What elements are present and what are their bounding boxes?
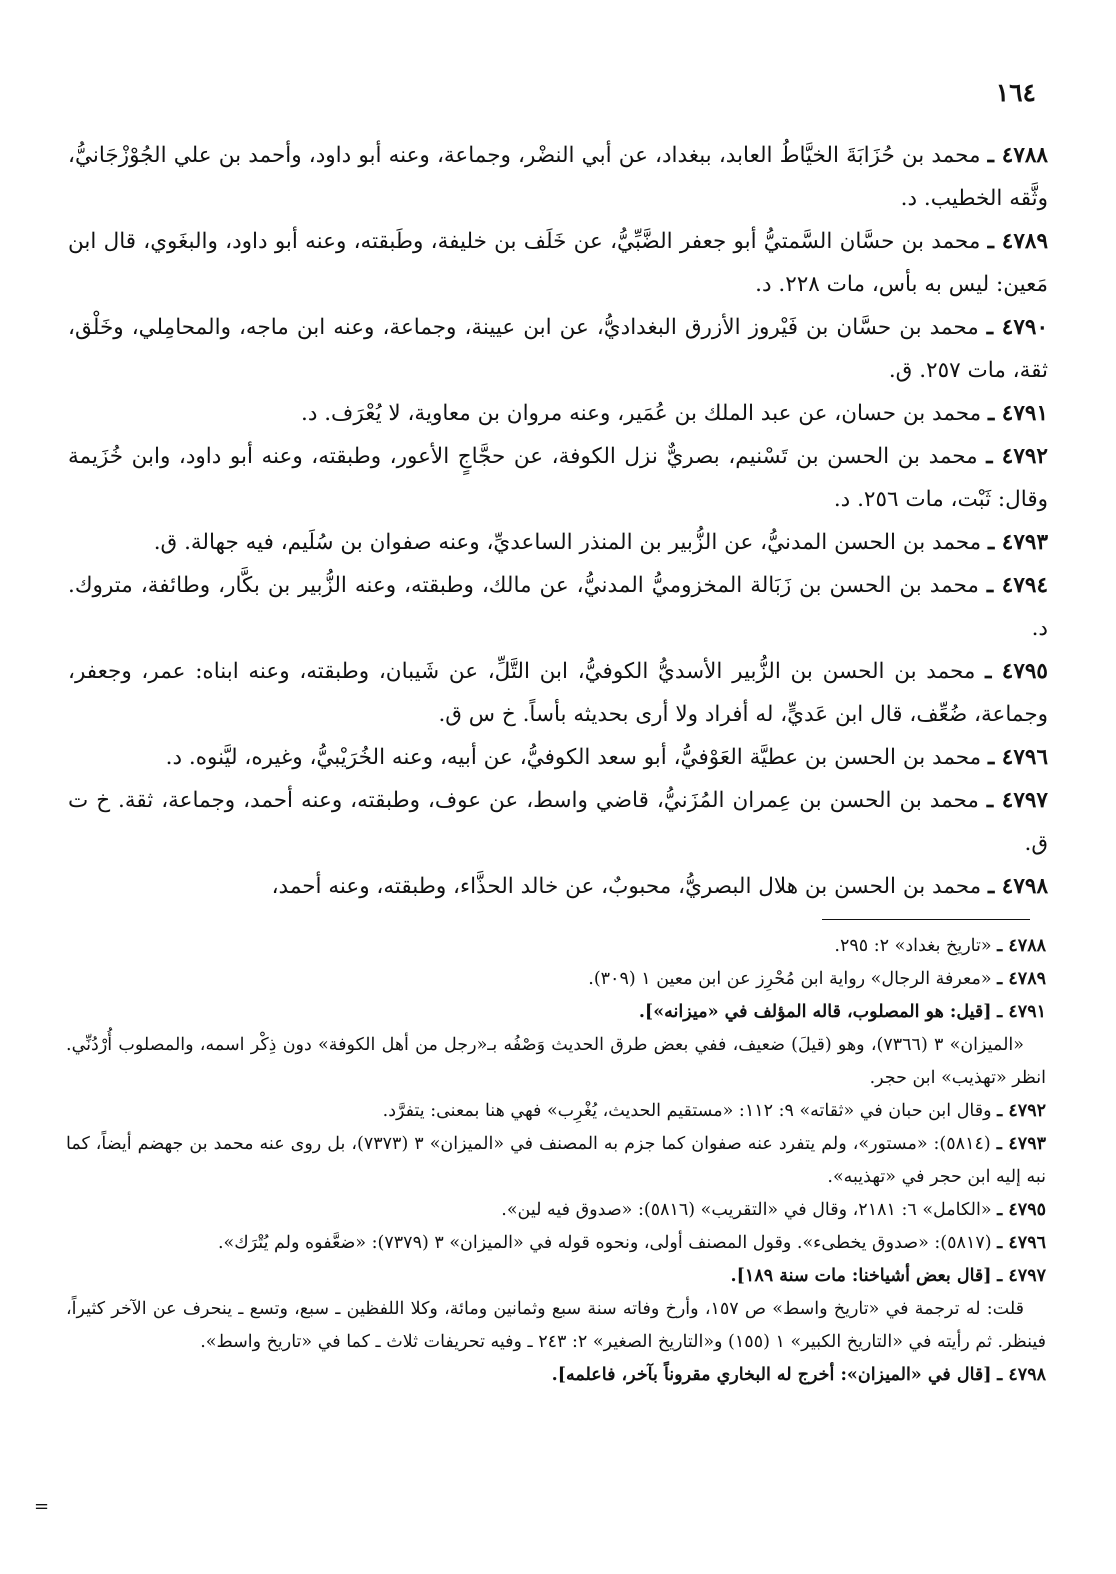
entry-text: محمد بن الحسن بن عِمران المُزَنيُّ، قاضي واسط، عن عوف، وطبقته، وعنه أحمد، وجماعة، ثقة. خ ت ق.: [68, 788, 1048, 856]
footnote: [66, 963, 1046, 996]
entry-number: ٤٧٩٤ ـ: [986, 573, 1048, 598]
entry-number: ٤٧٩٧ ـ: [986, 788, 1048, 813]
page-number: ١٦٤: [995, 78, 1036, 107]
biography-entry: [68, 435, 1048, 521]
continuation-mark: =: [34, 1496, 50, 1517]
footnote-text: «تاريخ بغداد» ٢: ٢٩٥.: [834, 936, 992, 956]
entry-text: محمد بن حسَّان بن فَيْروز الأزرق البغداديُّ، عن ابن عيينة، وجماعة، وعنه ابن ماجه، والمحامِلي، وخَلْق، ثقة، مات ٢٥٧. ق.: [68, 315, 1048, 383]
entry-text: محمد بن الحسن المدنيُّ، عن الزُّبير بن المنذر الساعديِّ، وعنه صفوان بن سُلَيم، فيه جهالة. ق.: [153, 530, 982, 555]
entry-number: ٤٧٩٠ ـ: [986, 315, 1048, 340]
entry-number: ٤٧٩٥ ـ: [985, 659, 1048, 684]
entry-text: محمد بن الحسن بن زَبَالة المخزوميُّ المدنيُّ، عن مالك، وطبقته، وعنه الزُّبير بن بكَّار، وطائفة، متروك. د.: [68, 573, 1048, 641]
footnotes: [66, 930, 1046, 1392]
entry-text: محمد بن الحسن بن هلال البصريُّ، محبوبٌ، عن خالد الحذَّاء، وطبقته، وعنه أحمد،: [271, 874, 982, 899]
biography-entry: [68, 306, 1048, 392]
footnote: [66, 1095, 1046, 1128]
footnote-number: ٤٧٩٧ ـ: [997, 1266, 1046, 1286]
footnote-text: [قيل: هو المصلوب، قاله المؤلف في «ميزانه»].: [638, 1002, 992, 1022]
footnote-text: «معرفة الرجال» رواية ابن مُحْرِز عن ابن معين ١ (٣٠٩).: [588, 969, 992, 989]
entry-number: ٤٧٨٨ ـ: [987, 143, 1048, 168]
entry-number: ٤٧٩١ ـ: [988, 401, 1048, 426]
footnote: [66, 1359, 1046, 1392]
footnote-number: ٤٧٨٩ ـ: [997, 969, 1046, 989]
entry-text: محمد بن الحسن بن عطيَّة العَوْفيُّ، أبو سعد الكوفيُّ، عن أبيه، وعنه الخُرَيْبيُّ، وغيره، ليَّنوه. د.: [165, 745, 982, 770]
entry-number: ٤٧٩٨ ـ: [988, 874, 1048, 899]
biography-entry: [68, 865, 1048, 908]
footnote-number: ٤٧٩١ ـ: [997, 1002, 1046, 1022]
biography-entry: [68, 650, 1048, 736]
entry-number: ٤٧٩٦ ـ: [988, 745, 1048, 770]
footnote: [66, 1260, 1046, 1293]
entry-text: محمد بن الحسن بن الزُّبير الأسديُّ الكوفيُّ، ابن التَّلِّ، عن شَيبان، وطبقته، وعنه ابناه: عمر، وجعفر، وجماعة، ضُعِّف، قال ابن عَديٍّ، له أفراد ولا أرى بحديثه بأساً. خ س ق.: [68, 659, 1048, 727]
footnote-number: ٤٧٩٣ ـ: [996, 1134, 1046, 1154]
main-entries: [68, 134, 1048, 908]
entry-text: محمد بن حسَّان السَّمتيُّ أبو جعفر الضَّبِّيُّ، عن خَلَف بن خليفة، وطَبقته، وعنه أبو داود، والبغَوي، قال ابن مَعين: ليس به بأس، مات ٢٢٨. د.: [68, 229, 1048, 297]
entry-text: محمد بن حُزَابَةَ الخيَّاطُ العابد، ببغداد، عن أبي النضْر، وجماعة، وعنه أبو داود، وأحمد بن علي الجُوْزْجَانيُّ، وثَّقه الخطيب. د.: [68, 143, 1048, 211]
biography-entry: [68, 521, 1048, 564]
biography-entry: [68, 220, 1048, 306]
footnote-number: ٤٧٩٥ ـ: [997, 1200, 1046, 1220]
footnote-continuation: «الميزان» ٣ (٧٣٦٦)، وهو (قيلَ) ضعيف، ففي بعض طرق الحديث وَصْفُه بـ«رجل من أهل الكوفة» دون ذِكْر اسمه، والمصلوب أُرْدُنِّي. انظر «تهذيب» ابن حجر.: [66, 1035, 1046, 1088]
footnote-text: وقال ابن حبان في «ثقاته» ٩: ١١٢: «مستقيم الحديث، يُغْرِب» فهي هنا بمعنى: يتفرَّد.: [382, 1101, 992, 1121]
biography-entry: [68, 564, 1048, 650]
footnote: [66, 1227, 1046, 1260]
footnote-text: «الكامل» ٦: ٢١٨١، وقال في «التقريب» (٥٨١٦): «صدوق فيه لين».: [501, 1200, 992, 1220]
footnote: [66, 930, 1046, 963]
biography-entry: [68, 134, 1048, 220]
entry-number: ٤٧٩٢ ـ: [986, 444, 1048, 469]
entry-text: محمد بن حسان، عن عبد الملك بن عُمَير، وعنه مروان بن معاوية، لا يُعْرَف. د.: [300, 401, 982, 426]
entry-number: ٤٧٨٩ ـ: [987, 229, 1048, 254]
biography-entry: [68, 736, 1048, 779]
footnote-text: [قال بعض أشياخنا: مات سنة ١٨٩].: [730, 1266, 992, 1286]
footnote-number: ٤٧٨٨ ـ: [997, 936, 1046, 956]
biography-entry: [68, 392, 1048, 435]
footnote-divider: [822, 919, 1030, 920]
entry-text: محمد بن الحسن بن تَسْنيم، بصريٌّ نزل الكوفة، عن حجَّاجٍ الأعور، وطبقته، وعنه أبو داود، وابن خُزَيمة وقال: ثَبْت، مات ٢٥٦. د.: [68, 444, 1048, 512]
biography-entry: [68, 779, 1048, 865]
footnote-text: (٥٨١٧): «صدوق يخطىء». وقول المصنف أولى، ونحوه قوله في «الميزان» ٣ (٧٣٧٩): «ضعَّفوه ولم يُتْرَك».: [217, 1233, 992, 1253]
footnote: [66, 1128, 1046, 1194]
footnote-number: ٤٧٩٦ ـ: [997, 1233, 1046, 1253]
footnote-text: [قال في «الميزان»: أخرج له البخاري مقروناً بآخر، فاعلمه].: [551, 1365, 992, 1385]
footnote-number: ٤٧٩٨ ـ: [997, 1365, 1046, 1385]
footnote-number: ٤٧٩٢ ـ: [997, 1101, 1046, 1121]
footnote-text: (٥٨١٤): «مستور»، ولم يتفرد عنه صفوان كما جزم به المصنف في «الميزان» ٣ (٧٣٧٣)، بل روى عنه محمد بن جهضم أيضاً، كما نبه إليه ابن حجر في «تهذيبه».: [66, 1134, 1046, 1187]
footnote-continuation: قلت: له ترجمة في «تاريخ واسط» ص ١٥٧، وأرخ وفاته سنة سبع وثمانين ومائة، وكلا اللفظين ـ سبع، وتسع ـ ينحرف عن الآخر كثيراً، فينظر. ثم رأيته في «التاريخ الكبير» ١ (١٥٥) و«التاريخ الصغير» ٢: ٢٤٣ ـ وفيه تحريفات ثلاث ـ كما في «تاريخ واسط».: [66, 1299, 1046, 1352]
footnote: [66, 1194, 1046, 1227]
entry-number: ٤٧٩٣ ـ: [988, 530, 1048, 555]
footnote: [66, 996, 1046, 1029]
